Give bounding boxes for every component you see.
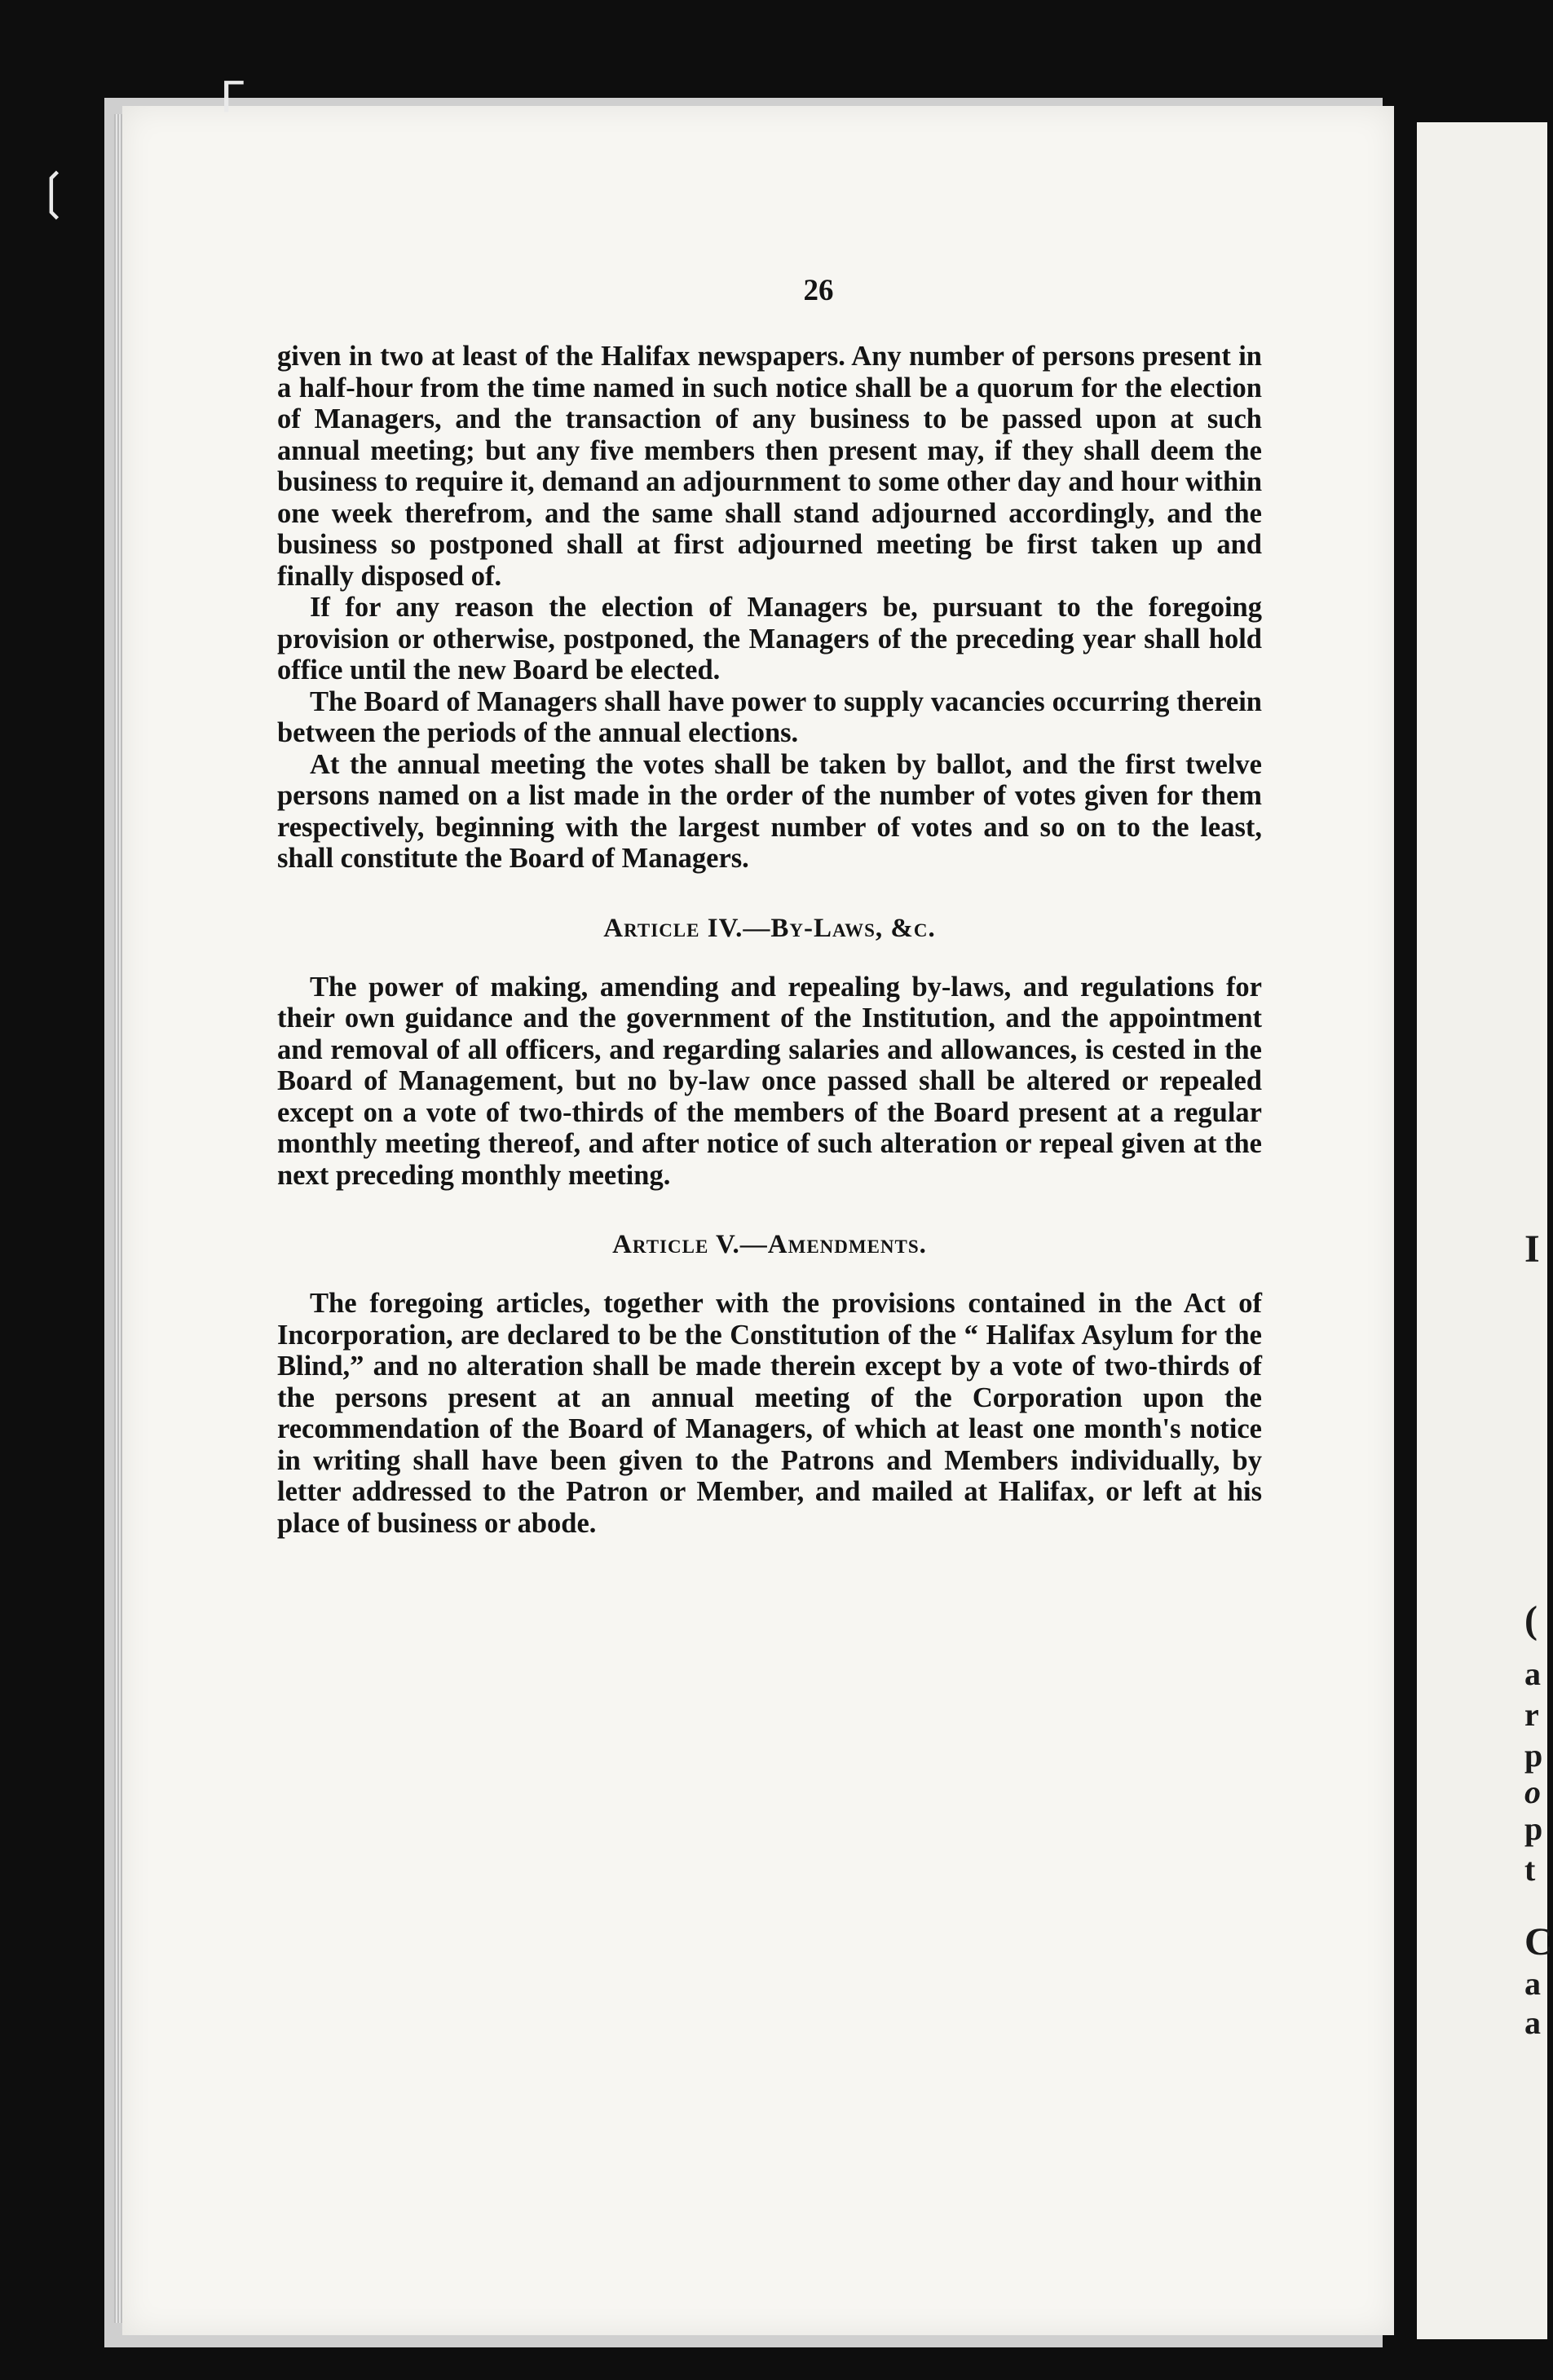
facing-page-fragment: C (1524, 1920, 1553, 1964)
article-4-text: The power of making, amending and repealing by-laws, and regulations for their own guidance and the government of the Institution, and the appointment and removal of all officers, and regarding salaries and allowances, is cested in the Board of Management, but no by-law once passed shall be altered or repealed except on a vote of two-thirds of the members of the Board present at a regular monthly meeting thereof, and after notice of such alteration or repeal given at the next preceding monthly meeting. (277, 971, 1262, 1191)
facing-page-fragment: I (1524, 1227, 1540, 1271)
scan-mark-icon: ᒥ (220, 73, 244, 122)
facing-page-fragment: a (1524, 1965, 1541, 2002)
facing-page-fragment: a (1524, 1655, 1541, 1692)
paragraph: At the annual meeting the votes shall be taken by ballot, and the first twelve persons named on a list made in the order of the number of votes given for them respectively, beginning with the largest number of votes and so on to the least, shall constitute the Board of Managers. (277, 748, 1262, 874)
paragraph: If for any reason the election of Managers be, pursuant to the foregoing provision or otherwise, postponed, the Managers of the preceding year shall hold office until the new Board be elected. (277, 592, 1262, 685)
facing-page-fragment: p (1524, 1737, 1543, 1774)
article-5-text: The foregoing articles, together with the provisions contained in the Act of Incorporation, are declared to be the Constitution of the “ Halifax Asylum for the Blind,” and no alteration shall be made therein except by a vote of two-thirds of the persons present at an annual meeting of the Corporation upon the recommendation of the Board of Managers, of which at least one month's notice in writing shall have been given to the Patrons and Members individually, by letter addressed to the Patron or Member, and mailed at Halifax, or left at his place of business or abode. (277, 1288, 1262, 1539)
page-text (277, 273, 1262, 1539)
paragraph: The Board of Managers shall have power to supply vacancies occurring therein between the periods of the annual elections. (277, 685, 1262, 748)
facing-page-fragment: p (1524, 1810, 1543, 1847)
scan-mark-icon: ❲ (33, 163, 74, 220)
page-number: 26 (803, 274, 834, 307)
facing-page-fragment: ( (1524, 1598, 1538, 1642)
facing-page-fragment: r (1524, 1696, 1539, 1733)
article-5-heading: Article V.—Amendments. (612, 1230, 927, 1259)
facing-page-fragment: t (1524, 1851, 1536, 1888)
paragraph: given in two at least of the Halifax newspapers. Any number of persons present in a half-hour from the time named in such notice shall be a quorum for the election of Managers, and the transaction of any business to be passed upon at such annual meeting; but any five members then present may, if they shall deem the business to require it, demand an adjournment to some other day and hour within one week therefrom, and the same shall stand adjourned accordingly, and the business so postponed shall at first adjourned meeting be first taken up and finally disposed of. (277, 341, 1262, 592)
facing-page-fragment: o (1524, 1774, 1541, 1810)
facing-page-fragment: a (1524, 2004, 1541, 2041)
article-4-heading: Article IV.—By-Laws, &c. (603, 913, 936, 943)
